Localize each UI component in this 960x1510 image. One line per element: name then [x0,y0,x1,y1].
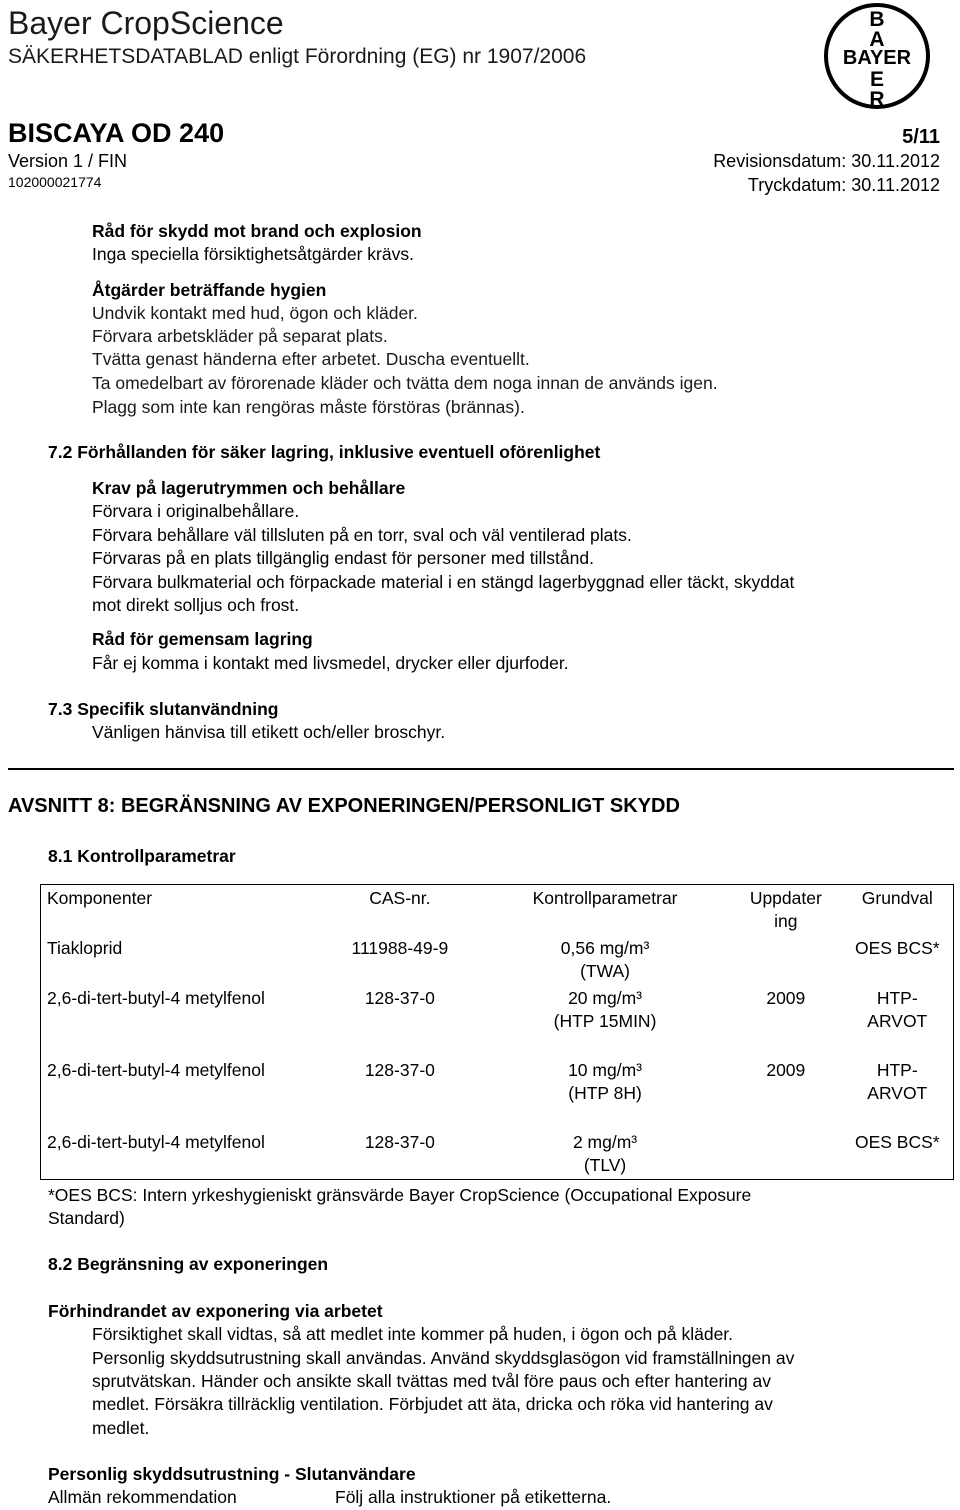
ppe-heading: Personlig skyddsutrustning - Slutanvändare [48,1464,416,1484]
cas-cell: 111988-49-9 [351,938,449,958]
svg-text:E: E [869,68,885,91]
work-exposure-line: Personlig skyddsutrustning skall användas. Använd skyddsglasögon vid framställningen av [92,1348,795,1368]
table-row [41,1129,954,1180]
parameter-value: 2 mg/m³ [572,1132,638,1152]
hygiene-line: Förvara arbetskläder på separat plats. [92,326,388,346]
parameter-value: 0,56 mg/m³ [560,938,650,958]
parameter-value: 10 mg/m³ [568,1060,642,1080]
section-7-3-heading: 7.3 Specifik slutanvändning [48,699,279,719]
component-cell: 2,6-di-tert-butyl-4 metylfenol [47,1132,265,1152]
storage-line: Förvaras på en plats tillgänglig endast för personer med tillstånd. [92,548,594,568]
component-cell: Tiakloprid [47,938,123,958]
column-header: CAS-nr. [369,888,431,908]
basis-value-cont: ARVOT [867,1083,928,1103]
section-8-title: AVSNITT 8: BEGRÄNSNING AV EXPONERINGEN/PERSONLIGT SKYDD [8,795,680,817]
column-header: Komponenter [47,888,153,908]
parameter-cell [480,1057,730,1129]
work-exposure-line: Försiktighet skall vidtas, så att medlet inte kommer på huden, i ögon och på kläder. [92,1324,734,1344]
basis-value: HTP- [876,1060,918,1080]
work-exposure-line: medlet. [92,1418,150,1438]
parameter-value: 20 mg/m³ [568,988,642,1008]
svg-text:BAYER: BAYER [842,47,912,69]
basis-value: OES BCS* [854,1132,940,1152]
fire-text: Inga speciella försiktighetsåtgärder krävs. [92,244,414,264]
svg-text:R: R [869,88,885,110]
table-header-row [41,885,954,936]
column-header: Kontrollparametrar [532,888,678,908]
table-footnote-cont: Standard) [48,1208,125,1228]
component-cell: 2,6-di-tert-butyl-4 metylfenol [47,1060,265,1080]
hygiene-line: Ta omedelbart av förorenade kläder och tvätta dem noga innan de används igen. [92,373,718,393]
cas-cell: 128-37-0 [364,1132,435,1152]
storage-line: Förvara bulkmaterial och förpackade material i en stängd lagerbyggnad eller täckt, skyddat [92,572,795,592]
basis-value-cont: ARVOT [867,1011,928,1031]
ppe-label: Allmän rekommendation [48,1487,237,1507]
parameter-cell [480,1129,730,1180]
storage-line: Förvara behållare väl tillsluten på en torr, sval och väl ventilerad plats. [92,525,632,545]
revision-date: Revisionsdatum: 30.11.2012 [713,151,940,171]
basis-cell [842,1129,954,1180]
column-header: Uppdater ing [749,888,822,931]
table-row [41,1057,954,1129]
work-exposure-line: sprutvätskan. Händer och ansikte skall tvättas med tvål före paus och efter hantering av [92,1371,771,1391]
control-parameters-table [40,884,954,1180]
document-number: 102000021774 [8,174,102,190]
update-cell: 2009 [766,988,806,1008]
joint-storage-text: Får ej komma i kontakt med livsmedel, drycker eller djurfoder. [92,653,569,673]
table-footnote: *OES BCS: Intern yrkeshygieniskt gränsvärde Bayer CropScience (Occupational Exposure [48,1185,752,1205]
fire-heading: Råd för skydd mot brand och explosion [92,221,422,241]
basis-cell [842,935,954,985]
document-type: SÄKERHETSDATABLAD enligt Förordning (EG) nr 1907/2006 [8,45,587,68]
basis-cell [842,1057,954,1129]
product-name: BISCAYA OD 240 [8,118,225,148]
hygiene-line: Tvätta genast händerna efter arbetet. Duscha eventuellt. [92,349,530,369]
bayer-logo [823,2,931,110]
hygiene-line: Plagg som inte kan rengöras måste förstöras (brännas). [92,397,525,417]
parameter-type: (TWA) [580,961,630,981]
hygiene-line: Undvik kontakt med hud, ögon och kläder. [92,303,418,323]
parameter-cell [480,985,730,1057]
component-cell: 2,6-di-tert-butyl-4 metylfenol [47,988,265,1008]
update-cell [730,1129,841,1180]
section-7-3-text: Vänligen hänvisa till etikett och/eller broschyr. [92,722,446,742]
basis-value: OES BCS* [854,938,940,958]
work-exposure-heading: Förhindrandet av exponering via arbetet [48,1301,383,1321]
update-cell: 2009 [766,1060,806,1080]
section-8-2-heading: 8.2 Begränsning av exponeringen [48,1254,329,1274]
update-cell [730,935,841,985]
parameter-type: (HTP 15MIN) [553,1011,657,1031]
storage-line: mot direkt solljus och frost. [92,595,300,615]
svg-text:B: B [869,8,885,31]
joint-storage-heading: Råd för gemensam lagring [92,629,313,649]
parameter-cell [480,935,730,985]
basis-cell [842,985,954,1057]
work-exposure-line: medlet. Försäkra tillräcklig ventilation. Förbjudet att äta, dricka och röka vid hantering av [92,1394,773,1414]
version-label: Version 1 / FIN [8,151,128,171]
hygiene-heading: Åtgärder beträffande hygien [92,280,327,300]
print-date: Tryckdatum: 30.11.2012 [747,175,940,195]
storage-heading: Krav på lagerutrymmen och behållare [92,478,406,498]
parameter-type: (TLV) [583,1155,627,1175]
ppe-value: Följ alla instruktioner på etiketterna. [335,1487,612,1507]
svg-text:A: A [869,28,885,51]
column-header: Grundval [861,888,933,908]
page-number: 5/11 [902,126,940,148]
cas-cell: 128-37-0 [364,988,435,1008]
storage-line: Förvara i originalbehållare. [92,501,300,521]
table-row [41,985,954,1057]
table-row [41,935,954,985]
cas-cell: 128-37-0 [364,1060,435,1080]
company-name: Bayer CropScience [8,5,284,41]
section-7-2-heading: 7.2 Förhållanden för säker lagring, inklusive eventuell oförenlighet [48,442,601,462]
basis-value: HTP- [876,988,918,1008]
section-8-1-heading: 8.1 Kontrollparametrar [48,846,236,866]
parameter-type: (HTP 8H) [568,1083,642,1103]
section-divider [8,768,954,770]
